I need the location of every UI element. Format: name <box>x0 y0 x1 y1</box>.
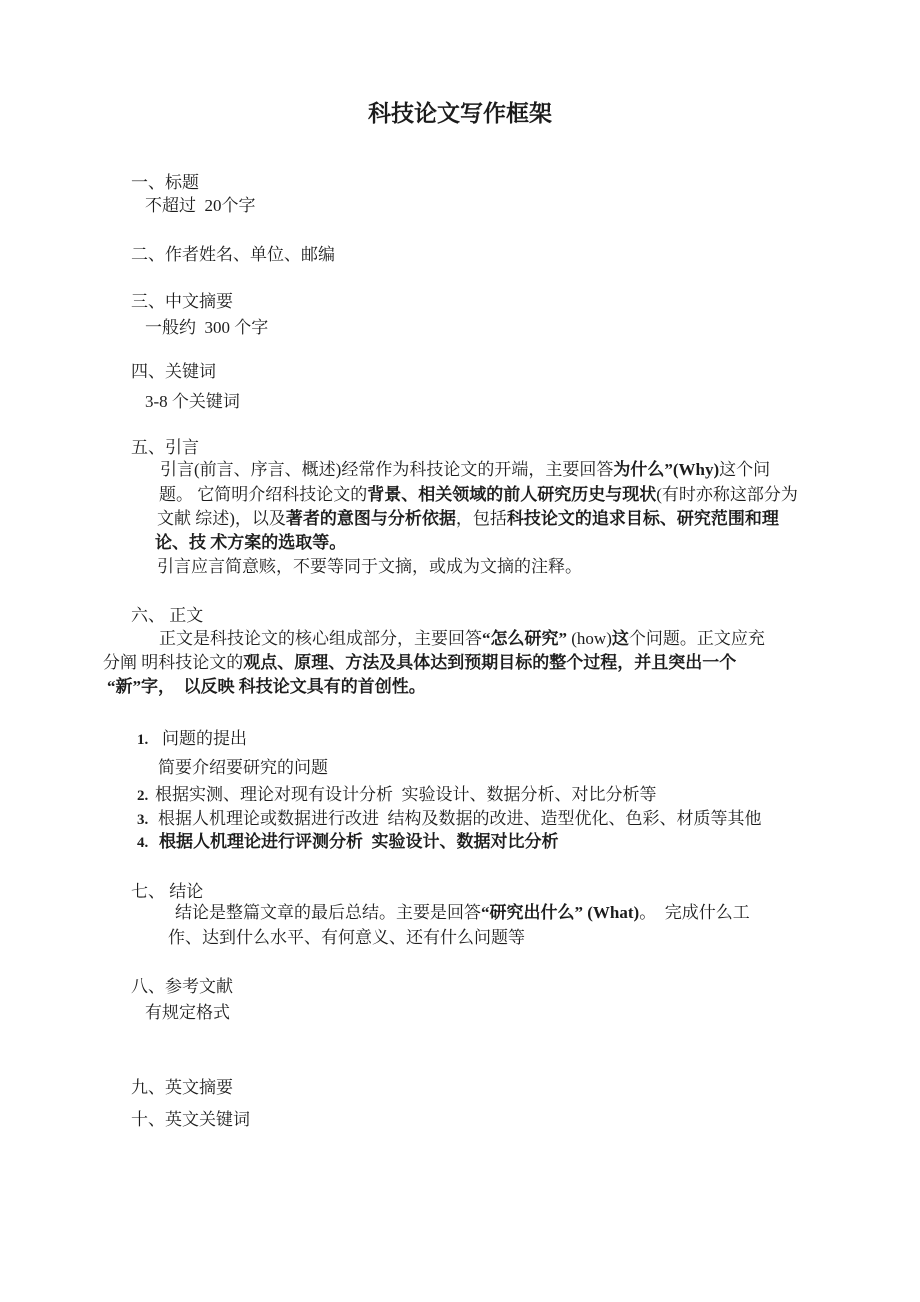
list-item-2-number: 2. <box>137 788 149 804</box>
text-run: 正文是科技论文的核心组成部分，主要回答 <box>159 629 482 648</box>
text-run: (有时亦称这部分为 <box>656 485 798 504</box>
list-item-4-number: 4. <box>137 835 149 851</box>
text-run: (how) <box>567 629 612 648</box>
list-item-3 <box>137 807 762 832</box>
section-7-heading: 七、 结论 <box>131 882 204 901</box>
body-paragraph-line-2 <box>103 651 736 675</box>
list-item-1-text: 问题的提出 <box>162 729 247 748</box>
section-4-note: 3-8 个关键词 <box>145 392 240 411</box>
section-3-heading: 三、中文摘要 <box>131 292 233 311</box>
intro-paragraph-line-5 <box>157 555 582 579</box>
text-run: 这个问 <box>719 460 771 479</box>
section-3-note: 一般约 300 个字 <box>145 318 269 337</box>
list-item-3-number: 3. <box>137 812 149 828</box>
list-item-1 <box>137 727 247 752</box>
document-title: 科技论文写作框架 <box>368 101 552 126</box>
list-item-2-text: 根据实测、理论对现有设计分析 实验设计、数据分析、对比分析等 <box>155 785 657 804</box>
section-9-heading: 九、英文摘要 <box>131 1078 233 1097</box>
bold-run: 为什么”(Why) <box>613 460 720 479</box>
bold-run: “研究出什么” <box>481 903 583 922</box>
text-run: 题。 它简明介绍科技论文的 <box>159 485 368 504</box>
section-6-heading: 六、 正文 <box>131 606 204 625</box>
section-2-heading: 二、作者姓名、单位、邮编 <box>131 245 335 264</box>
bold-run: “怎么研究” <box>482 629 567 648</box>
section-1-heading: 一、标题 <box>131 173 199 192</box>
section-5-heading: 五、引言 <box>131 438 199 457</box>
list-item-1-number: 1. <box>137 732 149 748</box>
body-paragraph-line-1 <box>159 627 765 651</box>
text-run: 分阐 明科技论文的 <box>103 653 244 672</box>
list-item-3-text: 根据人机理论或数据进行改进 结构及数据的改进、造型优化、色彩、材质等其他 <box>158 809 762 828</box>
section-4-heading: 四、关键词 <box>131 362 216 381</box>
section-10-heading: 十、英文关键词 <box>131 1110 250 1129</box>
conclusion-paragraph-line-2: 作、达到什么水平、有何意义、还有什么问题等 <box>168 928 525 947</box>
intro-paragraph-line-4 <box>155 531 346 555</box>
bold-run: 这 <box>611 629 629 648</box>
intro-paragraph-line-2 <box>159 483 798 507</box>
bold-run: 论、技 术方案的选取等。 <box>155 533 347 552</box>
text-run: 。 完成什么工 <box>639 903 750 922</box>
text-run: 引言(前言、序言、概述)经常作为科技论文的开端，主要回答 <box>160 460 614 479</box>
text-run: ，包括 <box>455 509 507 528</box>
section-1-note: 不超过 20个字 <box>145 196 256 215</box>
text-run: 引言应言简意赅，不要等同于文摘，或成为文摘的注释。 <box>157 557 582 576</box>
intro-paragraph-line-3 <box>157 507 779 531</box>
intro-paragraph-line-1 <box>160 458 770 482</box>
bold-run: “新”字， 以反映 科技论文具有的首创性。 <box>107 677 426 696</box>
bold-run: 观点、原理、方法及具体达到预期目标的整个过程，并且突出一个 <box>243 653 737 672</box>
bold-run: 著者的意图与分析依据 <box>285 509 456 528</box>
text-run: 结论是整篇文章的最后总结。主要是回答 <box>175 903 481 922</box>
list-item-2 <box>137 783 657 808</box>
section-8-note: 有规定格式 <box>145 1003 230 1022</box>
text-run: 个问题。正文应充 <box>628 629 765 648</box>
text-run: 文献 综述)，以及 <box>157 509 286 528</box>
bold-run: 科技论文的追求目标、研究范围和理 <box>506 509 779 528</box>
body-paragraph-line-3 <box>107 675 426 699</box>
list-item-4-text: 根据人机理论进行评测分析 实验设计、数据对比分析 <box>159 832 559 851</box>
section-8-heading: 八、参考文献 <box>131 977 233 996</box>
list-item-4 <box>137 830 559 855</box>
bold-run: (What) <box>583 903 640 922</box>
list-item-1-subtext: 简要介绍要研究的问题 <box>158 758 328 777</box>
conclusion-paragraph-line-1 <box>175 901 750 925</box>
bold-run: 背景、相关领域的前人研究历史与现状 <box>367 485 657 504</box>
